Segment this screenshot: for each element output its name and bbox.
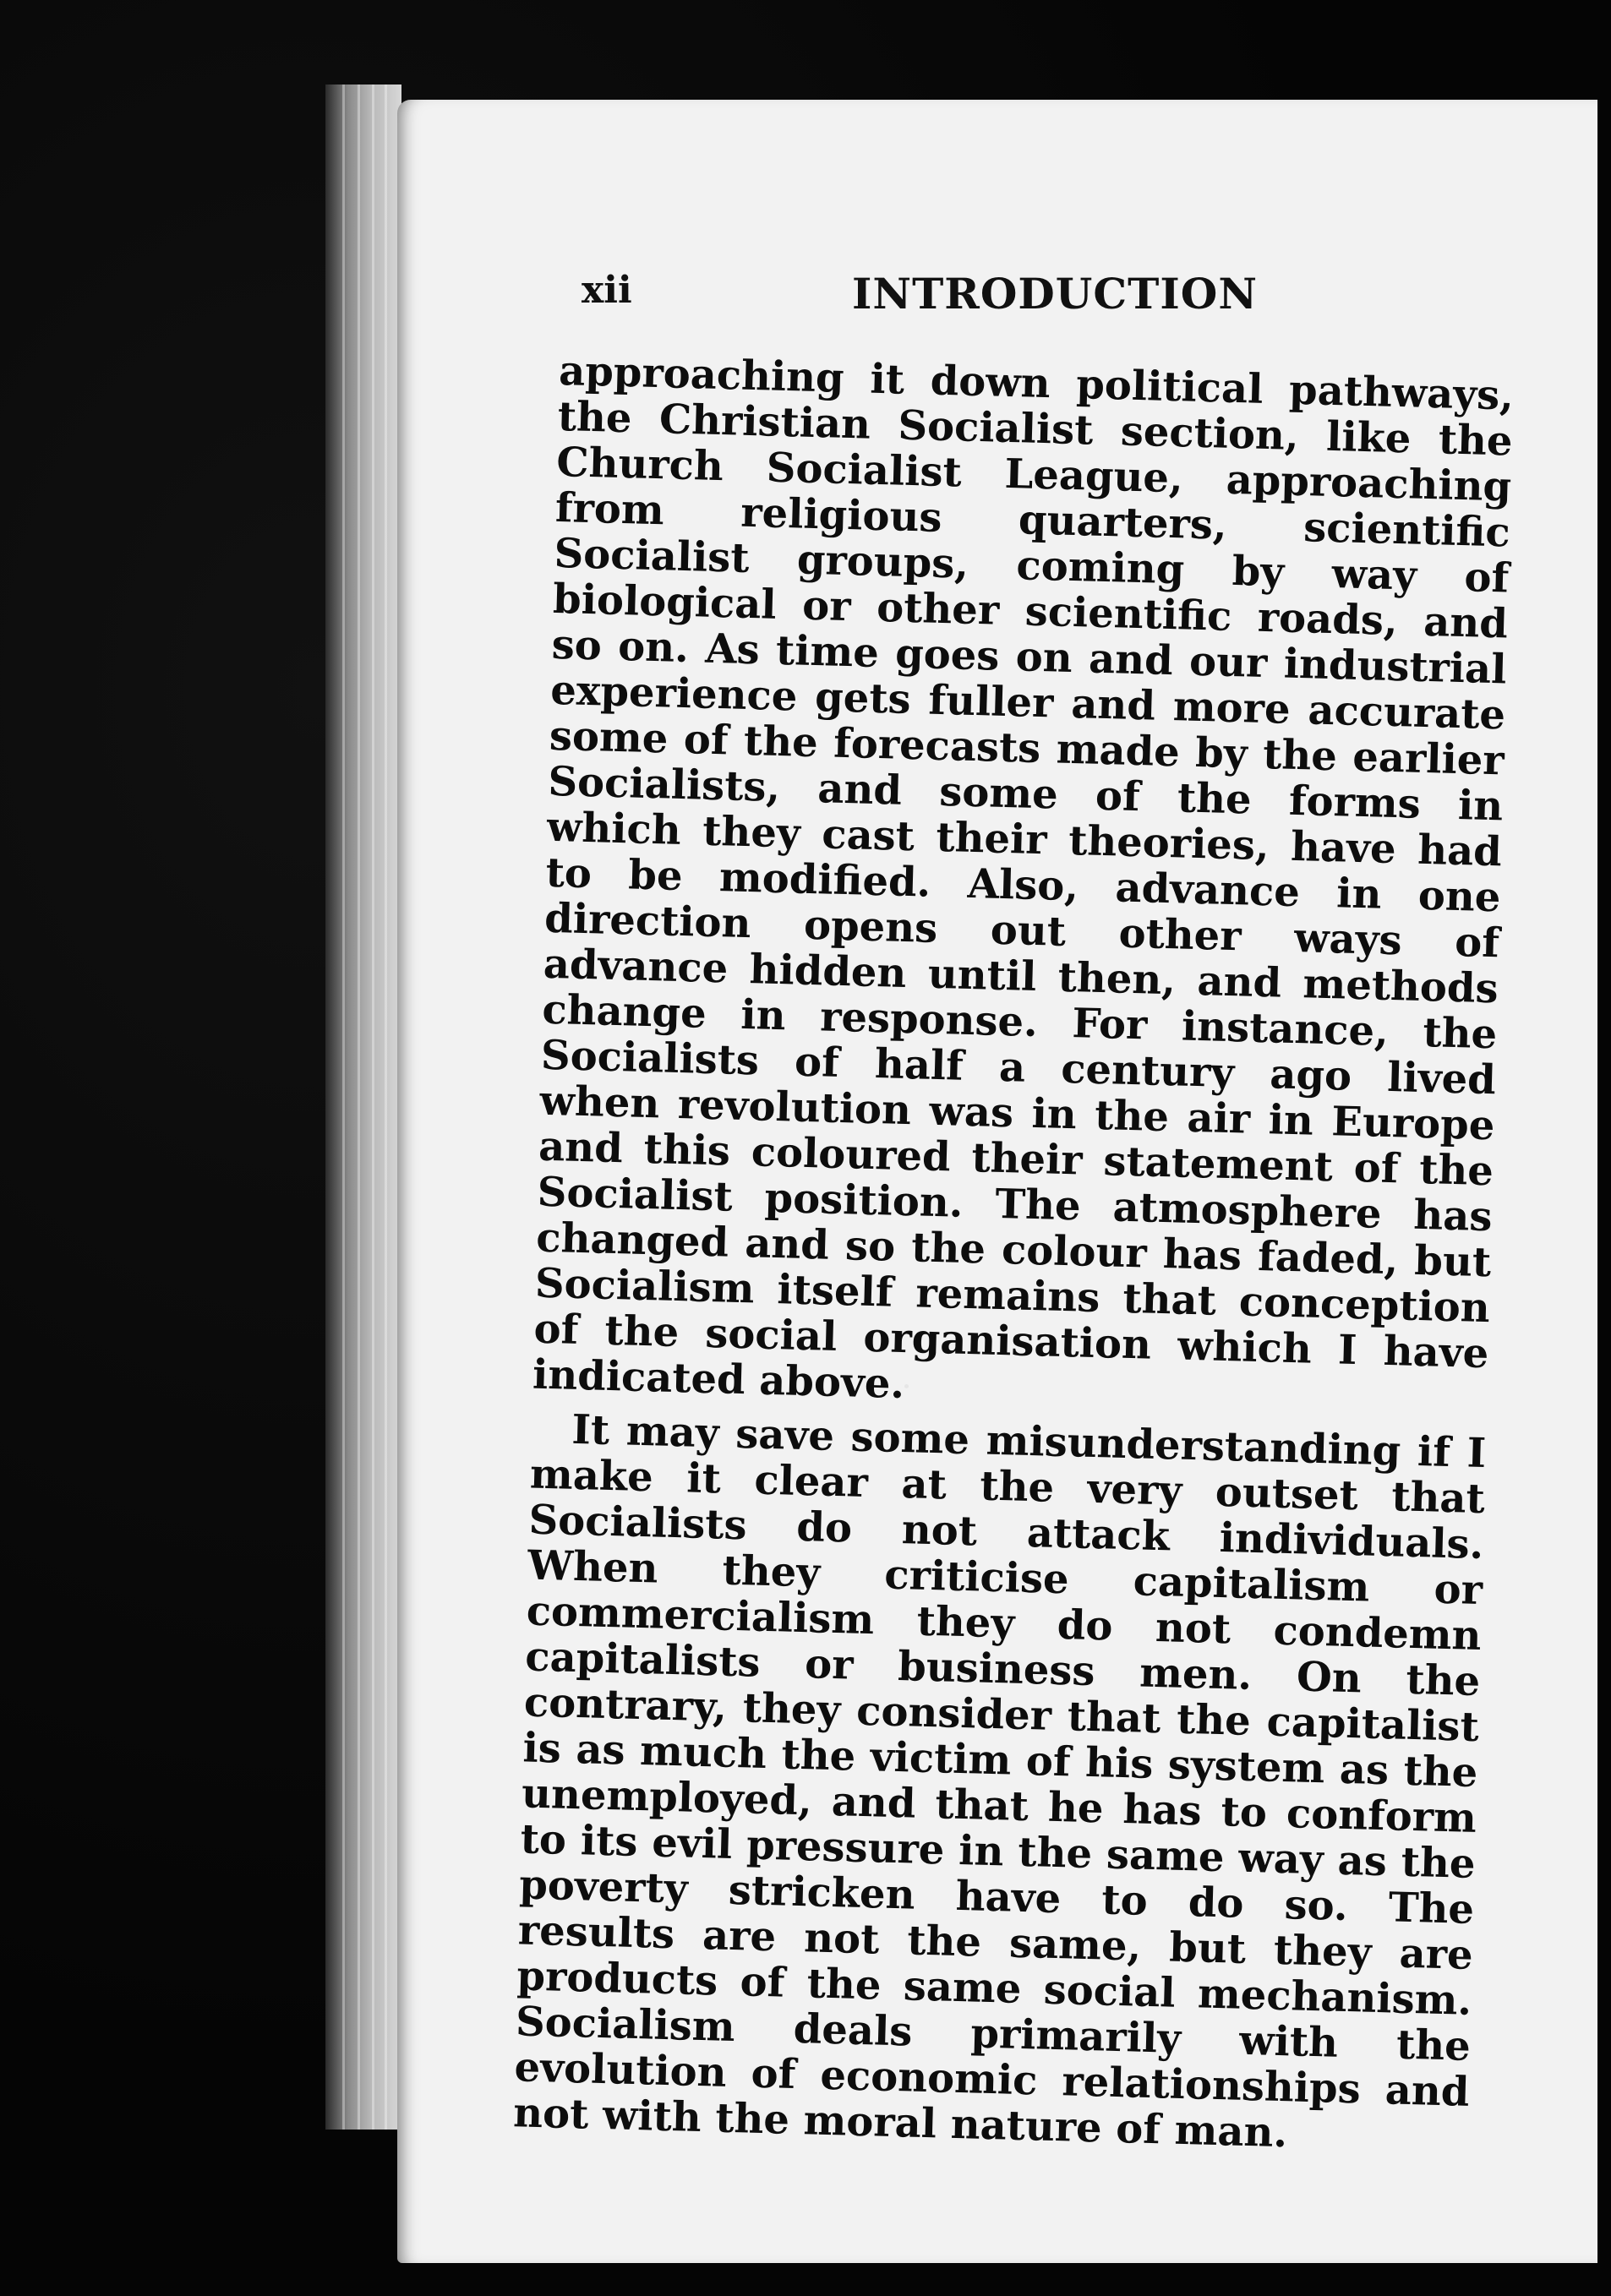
paragraph: It may save some misunderstanding if I make it clear at the very outset that Socialists do not attack individuals. When they criticise capitalism or commercialism they do not condemn capitalists or business men. On the contrary, they consider that the capitalist is as much the victim of his system as the unemployed, and that he has to conform to its evil pressure in the same way as the poverty stricken have to do so. The results are not the same, but they are products of the same social mechanism. Socialism deals primarily with the evolution of economic relationships and not with the moral nature of man.	[512, 1405, 1487, 2157]
book-page-edges	[325, 85, 401, 2130]
paragraph: approaching it down political pathways, the Christian Socialist section, like the Church Socialist League, approaching from religious quarters, scientific Socialist groups, coming by way of biological or other scientific roads, and so on. As time goes on and our industrial experience gets fuller and more accurate some of the forecasts made by the earlier Socialists, and some of the forms in which they cast their theories, have had to be modified. Also, advance in one direction opens out other ways of advance hidden until then, and methods change in response. For instance, the Socialists of half a century ago lived when revolution was in the air in Europe and this coloured their statement of the Socialist position. The atmosphere has changed and so the colour has faded, but Socialism itself remains that conception of the social organisation which I have indicated above.	[532, 347, 1515, 1409]
running-head: INTRODUCTION	[852, 269, 1259, 319]
page-header	[582, 269, 1258, 328]
body-text	[513, 348, 1515, 2161]
page-number: xii	[582, 269, 632, 312]
